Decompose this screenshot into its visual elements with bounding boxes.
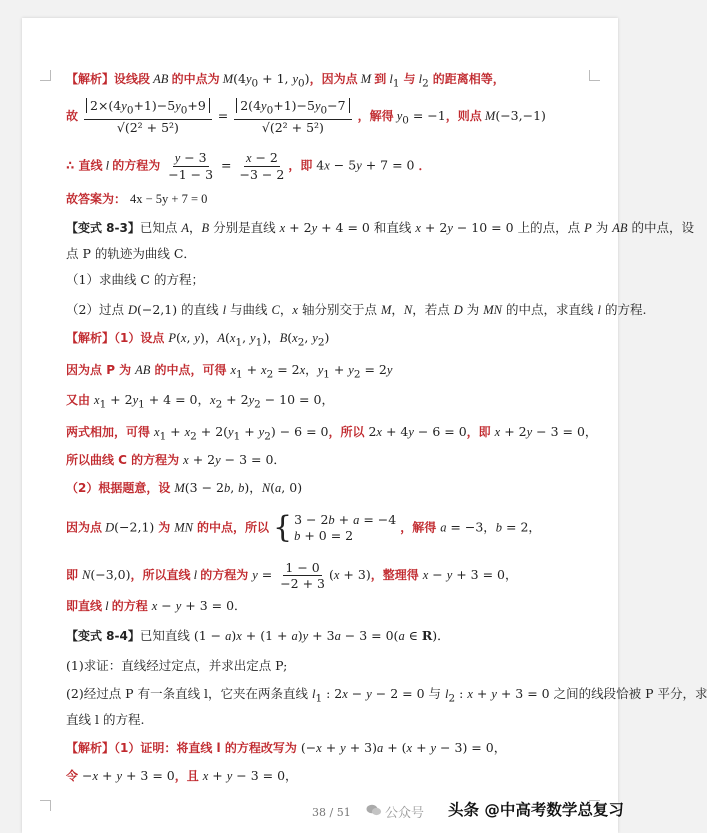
variant-8-3-solution-8: 即 N(−3,0)，所以直线 l 的方程为 y = $\frac{1 - 0}{-2 + 3}$ (x + 3)，整理得 x − y + 3 = 0，	[66, 560, 518, 591]
solution-line-3: ∴ 直线 l 的方程为 $\frac{y - 3}{-1 - 3}$ = $\frac{x - 2}{-3 - 2}$ ，即 4x − 5y + 7 = 0 ．	[66, 150, 431, 182]
variant-8-4-solution-2: 令 −x + y + 3 = 0，且 x + y − 3 = 0，	[66, 768, 298, 783]
solution-line-2: 故 $\frac{2\times(4y_0+1)-5y_0+9}{\text{√(2² + 5²)}}$ = $\frac{2(4y_0+1)-5y_0-7}{\text{√(2² + 5²)}}$ ，解得 $y_0 = -1$，则点 M(−3,−1)	[66, 98, 546, 135]
variant-8-3-stem: 【变式 8-3】已知点 A，B 分别是直线 x + 2y + 4 = 0 和直线 x + 2y − 10 = 0 上的点，点 P 为 AB 的中点，设	[66, 220, 694, 235]
variant-8-4-solution-1: 【解析】（1）证明：将直线 l 的方程改写为 (−x + y + 3)a + (x + y − 3) = 0，	[66, 740, 507, 755]
page-corner-mark	[589, 70, 600, 81]
variant-8-3-solution-2: 因为点 P 为 AB 的中点，可得 $x_1 + x_2 = 2x$，$y_1 + y_2 = 2y$	[66, 362, 393, 381]
variant-8-4-part-2: (2)经过点 P 有一条直线 l，它夹在两条直线 $l_1$ : 2x − y − 2 = 0 与 $l_2$ : x + y + 3 = 0 之间的线段恰被 P 平分，求	[66, 686, 707, 705]
wechat-icon	[366, 804, 382, 816]
solution-line-1: 【解析】设线段 AB 的中点为 $M(4y_0 + 1$, $y_0$)，因为点 M 到 $l_1$ 与 $l_2$ 的距离相等，	[66, 71, 505, 90]
variant-8-3-solution-4: 两式相加，可得 $x_1 + x_2 + 2(y_1 + y_2) - 6 = 0$，所以 2x + 4y − 6 = 0，即 x + 2y − 3 = 0，	[66, 424, 598, 443]
variant-8-4-stem: 【变式 8-4】已知直线 (1 − a)x + (1 + a)y + 3a − 3 = 0(a ∈ R)．	[66, 628, 450, 643]
variant-8-3-stem-2: 点 P 的轨迹为曲线 C．	[66, 246, 196, 261]
watermark-prefix: 公众号	[385, 806, 425, 821]
variant-8-3-question-2: （2）过点 D(−2,1) 的直线 l 与曲线 C，x 轴分别交于点 M，N，若点 D 为 MN 的中点，求直线 l 的方程.	[66, 302, 647, 317]
variant-8-3-solution-9: 即直线 l 的方程 x − y + 3 = 0．	[66, 598, 247, 613]
page-corner-mark	[40, 70, 51, 81]
variant-8-3-solution-5: 所以曲线 C 的方程为 x + 2y − 3 = 0．	[66, 452, 286, 467]
variant-8-3-solution-7: 因为点 D(−2,1) 为 MN 的中点，所以 { 3 − 2b + a = −4 b + 0 = 2 ，解得 a = −3，b = 2，	[66, 510, 541, 545]
variant-8-4-part-1: (1)求证：直线经过定点，并求出定点 P;	[66, 658, 288, 673]
variant-8-3-question-1: （1）求曲线 C 的方程；	[66, 272, 204, 287]
answer-value: 4x − 5y + 7 = 0	[130, 192, 208, 206]
variant-8-3-solution-1: 【解析】（1）设点 P(x, y)，$A(x_1$, $y_1$)，$B(x_2$, $y_2$)	[66, 330, 330, 349]
watermark-account: 头条 @中高考数学总复习	[448, 801, 624, 819]
page-number: 38 / 51	[312, 806, 351, 819]
variant-8-3-solution-6: （2）根据题意，设 M(3 − 2b, b)，N(a, 0)	[66, 480, 303, 495]
variant-8-3-solution-3: 又由 $x_1 + 2y_1 + 4 = 0$，$x_2 + 2y_2 - 10 = 0$，	[66, 392, 334, 411]
variant-8-4-part-2b: 直线 l 的方程.	[66, 712, 145, 727]
page-corner-mark	[40, 800, 51, 811]
answer-line: 故答案为： 4x − 5y + 7 = 0	[66, 192, 208, 206]
